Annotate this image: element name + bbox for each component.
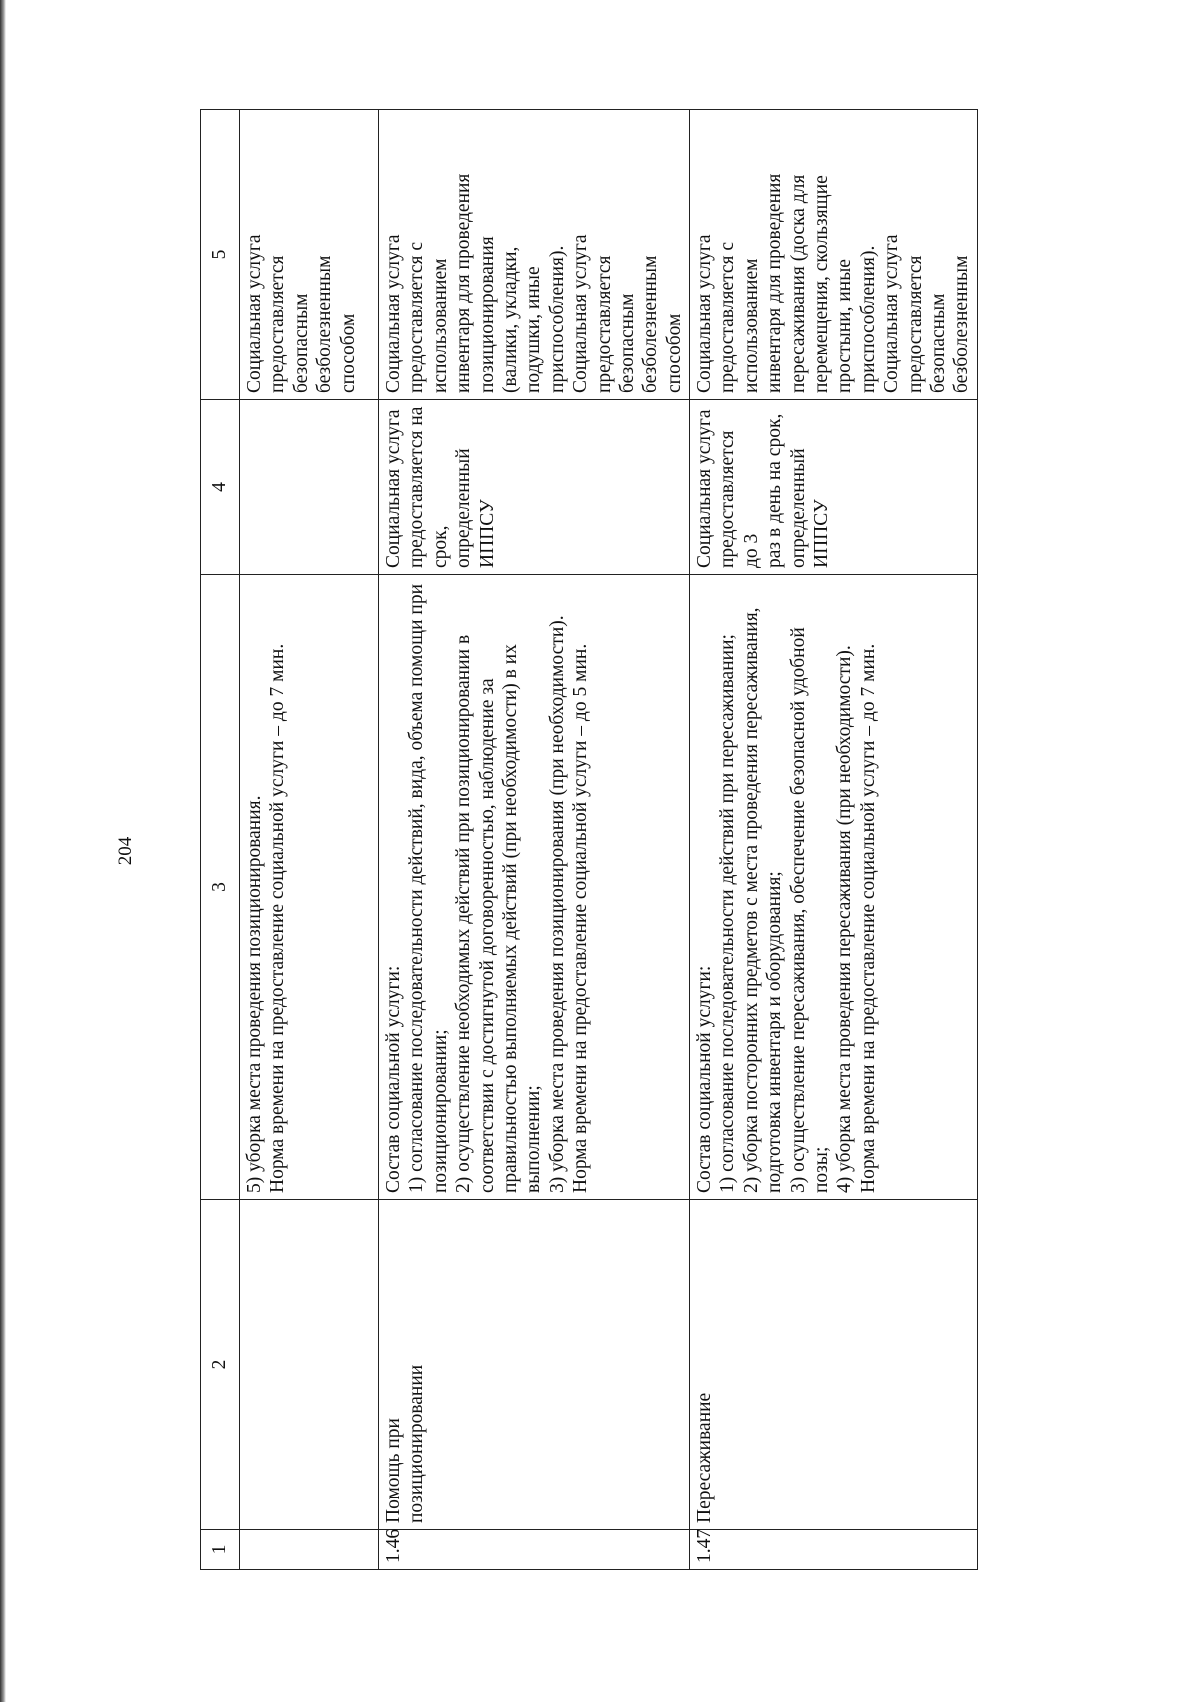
service-conditions-cell: Социальная услуга предоставляется безопасным безболезненным способом	[240, 110, 379, 400]
row-number-cell: 1.46	[379, 1530, 690, 1570]
service-name-cell: Помощь при позиционировании	[379, 1200, 690, 1530]
table-row-1-47	[690, 110, 978, 1570]
column-number-5: 5	[201, 110, 240, 400]
scan-edge-shadow	[0, 0, 6, 1702]
column-number-2: 2	[201, 1200, 240, 1530]
service-conditions-cell: Социальная услуга предоставляется с использованием инвентаря для проведения позиционирования (валики, укладки, подушки, иные приспособления). Социальная услуга предоставляется безопасным безболезненным способом	[379, 110, 690, 400]
row-number-cell: 1.47	[690, 1530, 978, 1570]
services-table	[200, 109, 978, 1570]
column-number-4: 4	[201, 400, 240, 575]
service-name-cell: Пересаживание	[690, 1200, 978, 1530]
service-conditions-cell: Социальная услуга предоставляется с использованием инвентаря для проведения пересаживания (доска для перемещения, скользящие простыни, иные приспособления). Социальная услуга предоставляется безопасным безболезненным	[690, 110, 978, 400]
column-number-header-row	[201, 110, 240, 1570]
service-term-cell: Социальная услуга предоставляется на срок, определенный ИППСУ	[379, 400, 690, 575]
row-number-cell	[240, 1530, 379, 1570]
page-number: 204	[115, 836, 136, 866]
service-name-cell	[240, 1200, 379, 1530]
table-row-1-46	[379, 110, 690, 1570]
service-description-cell: 5) уборка места проведения позиционирования. Норма времени на предоставление социальной услуги – до 7 мин.	[240, 575, 379, 1200]
column-number-1: 1	[201, 1530, 240, 1570]
service-description-cell: Состав социальной услуги: 1) согласование последовательности действий при пересаживании; 2) уборка посторонних предметов с места проведения пересаживания, подготовка инвентаря и оборудования; 3) осуществление пересаживания, обеспечение безопасной удобной позы; 4) уборка места проведения пересаживания (при необходимости). Норма времени на предоставление социальной услуги – до 7 мин.	[690, 575, 978, 1200]
rotated-table-container	[200, 110, 973, 1570]
table-row-continuation	[240, 110, 379, 1570]
service-term-cell	[240, 400, 379, 575]
service-description-cell: Состав социальной услуги: 1) согласование последовательности действий, вида, объема помощи при позиционировании; 2) осуществление необходимых действий при позиционировании в соответствии с достигнутой договоренностью, наблюдение за правильностью выполняемых действий (при необходимости) в их выполнении; 3) уборка места проведения позиционирования (при необходимости). Норма времени на предоставление социальной услуги – до 5 мин.	[379, 575, 690, 1200]
column-number-3: 3	[201, 575, 240, 1200]
service-term-cell: Социальная услуга предоставляется до 3 раз в день на срок, определенный ИППСУ	[690, 400, 978, 575]
